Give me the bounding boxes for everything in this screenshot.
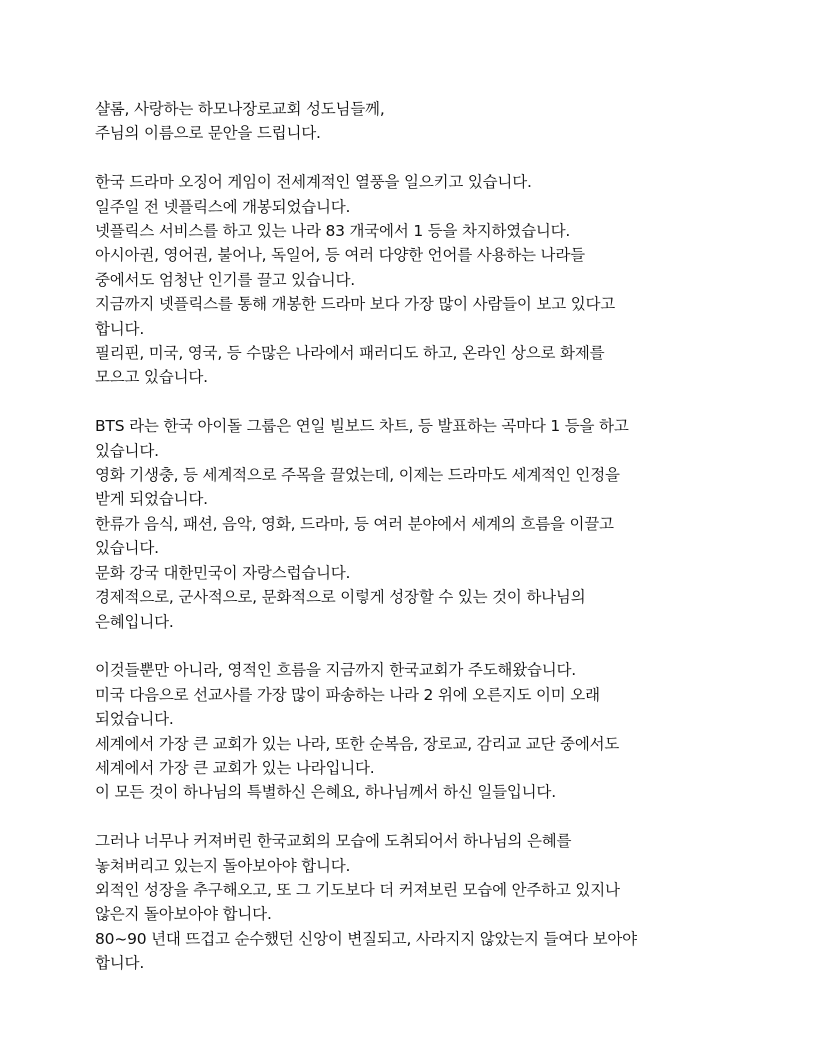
text-line: 외적인 성장을 추구해오고, 또 그 기도보다 더 커져보린 모습에 안주하고 있지나 — [95, 880, 620, 899]
text-line: 지금까지 넷플릭스를 통해 개봉한 드라마 보다 가장 많이 사람들이 보고 있다고 — [95, 295, 616, 314]
text-line: 미국 다음으로 선교사를 가장 많이 파송하는 나라 2 위에 오른지도 이미 오래 — [95, 685, 600, 704]
text-line: 일주일 전 넷플릭스에 개봉되었습니다. — [95, 197, 351, 216]
text-line: 있습니다. — [95, 539, 159, 558]
text-line: BTS 라는 한국 아이돌 그룹은 연일 빌보드 차트, 등 발표하는 곡마다 1 등을 하고 — [95, 417, 629, 436]
text-line: 필리핀, 미국, 영국, 등 수많은 나라에서 패러디도 하고, 온라인 상으로 화제를 — [95, 344, 605, 363]
text-line: 넷플릭스 서비스를 하고 있는 나라 83 개국에서 1 등을 차지하였습니다. — [95, 222, 571, 241]
letter-body — [95, 97, 715, 1000]
paragraph-reflection — [95, 829, 715, 975]
text-line: 아시아권, 영어권, 불어나, 독일어, 등 여러 다양한 언어를 사용하는 나라들 — [95, 246, 585, 265]
text-line: 주님의 이름으로 문안을 드립니다. — [95, 124, 321, 143]
text-line: 받게 되었습니다. — [95, 490, 208, 509]
paragraph-korean-church — [95, 658, 715, 804]
text-line: 한류가 음식, 패션, 음악, 영화, 드라마, 등 여러 분야에서 세계의 흐름을 이끌고 — [95, 514, 614, 533]
text-line: 세계에서 가장 큰 교회가 있는 나라입니다. — [95, 758, 375, 777]
paragraph-greeting — [95, 97, 715, 146]
text-line: 경제적으로, 군사적으로, 문화적으로 이렇게 성장할 수 있는 것이 하나님의 — [95, 588, 586, 607]
text-line: 놓쳐버리고 있는지 돌아보아야 합니다. — [95, 856, 351, 875]
text-line: 한국 드라마 오징어 게임이 전세계적인 열풍을 일으키고 있습니다. — [95, 173, 532, 192]
text-line: 샬롬, 사랑하는 하모나장로교회 성도님들께, — [95, 100, 385, 118]
text-line: 이 모든 것이 하나님의 특별하신 은혜요, 하나님께서 하신 일들입니다. — [95, 783, 556, 802]
text-line: 모으고 있습니다. — [95, 368, 208, 387]
text-line: 않은지 돌아보아야 합니다. — [95, 905, 272, 924]
text-line: 영화 기생충, 등 세계적으로 주목을 끌었는데, 이제는 드라마도 세계적인 인정을 — [95, 466, 620, 485]
text-line: 중에서도 엄청난 인기를 끌고 있습니다. — [95, 270, 356, 289]
text-line: 그러나 너무나 커져버린 한국교회의 모습에 도취되어서 하나님의 은혜를 — [95, 832, 572, 851]
text-line: 80~90 년대 뜨겁고 순수했던 신앙이 변질되고, 사라지지 않았는지 들여다 보아야 — [95, 929, 637, 948]
text-line: 합니다. — [95, 954, 145, 973]
text-line: 되었습니다. — [95, 710, 174, 729]
paragraph-hallyu — [95, 414, 715, 634]
text-line: 문화 강국 대한민국이 자랑스럽습니다. — [95, 563, 351, 582]
text-line: 있습니다. — [95, 441, 159, 460]
text-line: 합니다. — [95, 319, 145, 338]
text-line: 이것들뿐만 아니라, 영적인 흐름을 지금까지 한국교회가 주도해왔습니다. — [95, 661, 577, 680]
paragraph-squid-game — [95, 170, 715, 390]
text-line: 세계에서 가장 큰 교회가 있는 나라, 또한 순복음, 장로교, 감리교 교단 중에서도 — [95, 734, 620, 753]
text-line: 은혜입니다. — [95, 612, 174, 631]
